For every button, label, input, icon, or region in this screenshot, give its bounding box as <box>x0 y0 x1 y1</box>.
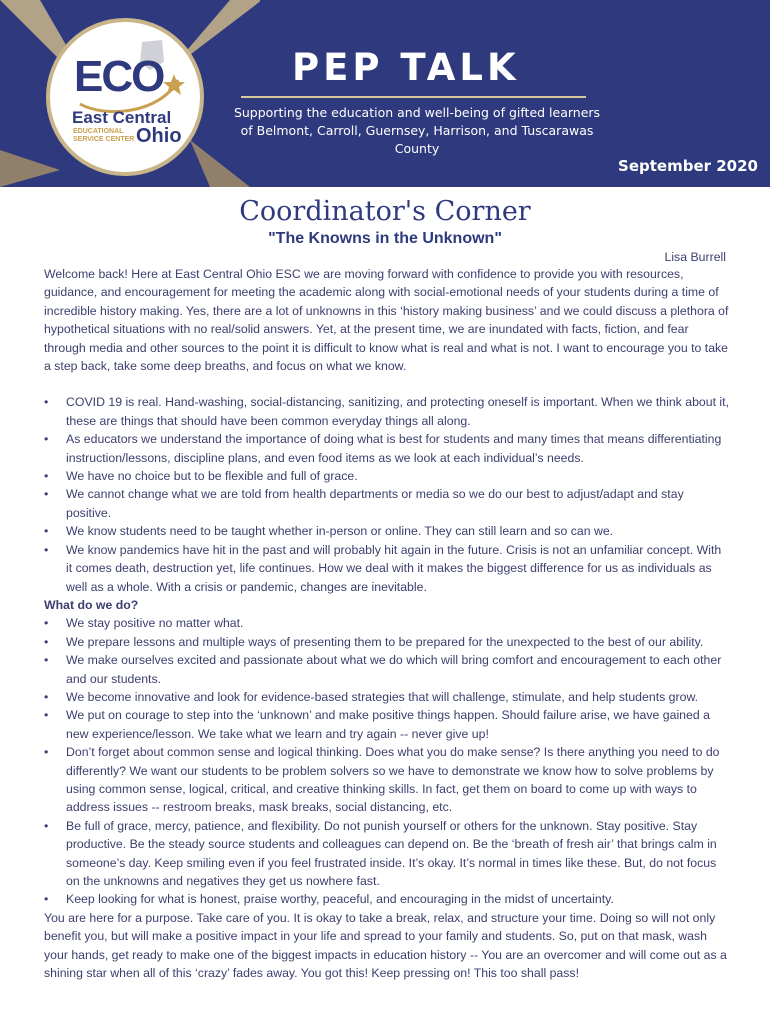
bullet-icon: • <box>44 616 49 631</box>
list-item <box>44 633 730 651</box>
what-do-we-do-label: What do we do? <box>44 597 139 612</box>
intro-paragraph: Welcome back! Here at East Central Ohio ESC we are moving forward with confidence to provide you with resources, guidance, and encouragement for meeting the academic along with social-emotional needs of your students during a time of incredible history making. Yes, there are a lot of unknowns in this ‘history making business’ and we could discuss a plethora of hypothetical situations with no real/solid answers. Yet, at the present time, we are inundated with facts, fiction, and fear through media and other sources to the point it is difficult to know what is real and what is not. I want to encourage you to take a step back, take some deep breaths, and focus on what we know. <box>44 267 729 374</box>
list-item-text: We prepare lessons and multiple ways of presenting them to be prepared for the unexpected to the best of our ability. <box>66 634 704 649</box>
knowns-list <box>44 393 730 595</box>
list-item <box>44 485 730 522</box>
article-body <box>44 265 730 982</box>
logo-esc-line1: EDUCATIONAL <box>73 128 124 135</box>
list-item-text: We cannot change what we are told from health departments or media so we do our best to adjust/adapt and stay positive. <box>66 487 684 520</box>
bullet-icon: • <box>44 689 49 704</box>
bullet-icon: • <box>44 708 49 723</box>
list-item <box>44 522 730 540</box>
bullet-icon: • <box>44 818 49 833</box>
list-item-text: Be full of grace, mercy, patience, and flexibility. Do not punish yourself or others for the unknown. Stay positive. Stay productive. Be the steady source students and colleagues can depend on. Be the ‘breath of fresh air’ that brings calm in someone’s day. Keep smiling even if you feel frustrated inside. It’s okay. It’s normal in times like these. But, do not focus on the unknowns and negatives they get us nowhere fast. <box>66 818 717 888</box>
list-item-text: We make ourselves excited and passionate about what we do which will bring comfort and encouragement to each other and our students. <box>66 653 722 686</box>
bullet-icon: • <box>44 395 49 410</box>
list-item <box>44 890 730 908</box>
eco-logo <box>46 18 204 176</box>
list-item-text: We become innovative and look for evidence-based strategies that will challenge, stimulate, and help students grow. <box>66 689 699 704</box>
article-subheading: "The Knowns in the Unknown" <box>268 230 502 247</box>
list-item <box>44 651 730 688</box>
list-item <box>44 541 730 596</box>
list-item <box>44 430 730 467</box>
bullet-icon: • <box>44 469 49 484</box>
header-banner <box>0 0 770 187</box>
bullet-icon: • <box>44 892 49 907</box>
bullet-icon: • <box>44 653 49 668</box>
logo-esc-text <box>73 128 134 144</box>
list-item <box>44 688 730 706</box>
list-item-text: As educators we understand the importance of doing what is best for students and many times that means differentiating instruction/lessons, discipline plans, and even food items as we look at each individual’s needs. <box>66 432 722 465</box>
bullet-icon: • <box>44 432 49 447</box>
list-item-text: COVID 19 is real. Hand-washing, social-distancing, sanitizing, and protecting oneself is important. When we think about it, these are things that should have been common everyday things all along. <box>66 395 729 428</box>
bullet-icon: • <box>44 542 49 557</box>
list-item-text: We have no choice but to be flexible and full of grace. <box>66 469 358 484</box>
list-item <box>44 467 730 485</box>
paragraph-gap <box>44 375 730 393</box>
logo-east-central-text: East Central <box>72 108 172 127</box>
list-item-text: Keep looking for what is honest, praise worthy, peaceful, and encouraging in the midst of uncertainty. <box>66 892 614 907</box>
list-item <box>44 706 730 743</box>
bullet-icon: • <box>44 634 49 649</box>
newsletter-subtitle: Supporting the education and well-being of gifted learners of Belmont, Carroll, Guernsey, Harrison, and Tuscarawas County <box>233 105 601 156</box>
issue-date: September 2020 <box>618 157 758 175</box>
bullet-icon: • <box>44 524 49 539</box>
list-item-text: Don’t forget about common sense and logical thinking. Does what you do make sense? Is there anything you need to do differently? We want our students to be problem solvers so we have to demonstrate we know how to solve problems by using common sense, logical, critical, and creative thinking skills. In fact, get them on board to come up with ways to address issues -- restroom breaks, mask breaks, social distancing, etc. <box>66 745 720 815</box>
list-item <box>44 393 730 430</box>
list-item-text: We put on courage to step into the ‘unknown’ and make positive things happen. Should failure arise, we have gained a new experience/lesson. We take what we learn and try again -- never give up! <box>66 708 710 741</box>
logo-esc-line2: SERVICE CENTER <box>73 136 135 143</box>
list-item <box>44 614 730 632</box>
title-divider <box>241 96 586 98</box>
logo-ohio-text: Ohio <box>136 125 182 147</box>
list-item <box>44 743 730 817</box>
list-item-text: We know pandemics have hit in the past and will probably hit again in the future. Crisis is not an unfamiliar concept. With it comes death, destruction yet, life continues. How we deal with it makes the biggest difference for us as individuals as well as a whole. With a crisis or pandemic, changes are inevitable. <box>66 542 722 594</box>
list-item-text: We know students need to be taught whether in-person or online. They can still learn and so can we. <box>66 524 614 539</box>
closing-paragraph: You are here for a purpose. Take care of you. It is okay to take a break, relax, and structure your time. Doing so will not only benefit you, but will make a positive impact in your life and spread to your family and students. So, put on that mask, wash your hands, get ready to make one of the biggest impacts in education history -- You are an overcomer and will come out as a shining star when all of this ‘crazy’ fades away. You got this! Keep pressing on! This too shall pass! <box>44 910 727 981</box>
bullet-icon: • <box>44 487 49 502</box>
newsletter-title: PEP TALK <box>292 46 520 89</box>
author-name: Lisa Burrell <box>664 250 726 264</box>
bullet-icon: • <box>44 745 49 760</box>
list-item <box>44 817 730 891</box>
actions-list <box>44 614 730 909</box>
list-item-text: We stay positive no matter what. <box>66 616 244 631</box>
logo-eco-text: ECO <box>74 52 164 101</box>
section-heading: Coordinator's Corner <box>239 196 531 227</box>
